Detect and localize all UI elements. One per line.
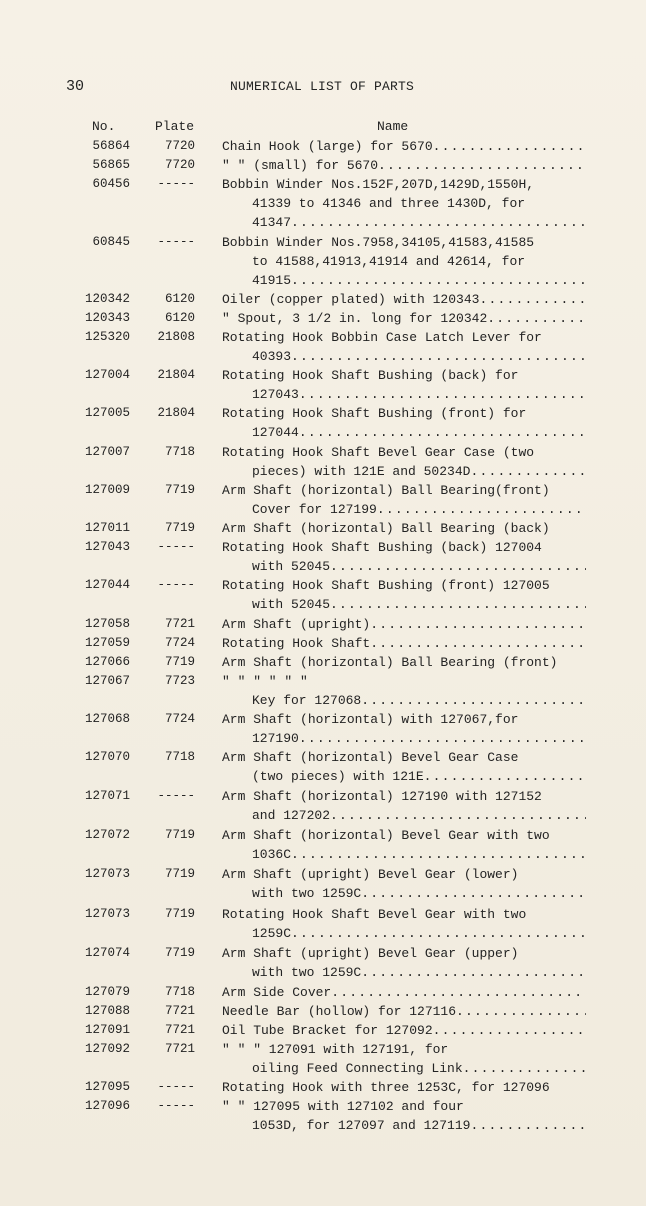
parts-list-row <box>0 309 646 328</box>
part-name-line <box>222 983 586 1002</box>
part-name-line <box>252 767 586 786</box>
part-name-line <box>252 963 586 982</box>
plate-number: 7719 <box>164 946 195 960</box>
parts-list-row <box>0 233 646 290</box>
part-name-line <box>252 691 586 710</box>
part-number: 127073 <box>84 907 130 921</box>
plate-number: ----- <box>157 578 195 592</box>
part-name-line <box>222 1078 586 1097</box>
part-name-line <box>252 500 586 519</box>
parts-list-row <box>0 576 646 614</box>
part-name-text: 41915 <box>252 273 292 288</box>
part-name-text: 1036C <box>252 847 292 862</box>
part-name-text: Rotating Hook Shaft Bevel Gear Case (two <box>222 445 535 460</box>
parts-list-row <box>0 1021 646 1040</box>
part-number: 127007 <box>84 445 130 459</box>
parts-list-row <box>0 983 646 1002</box>
part-name-text: Arm Shaft (upright) <box>222 617 371 632</box>
part-name-text: Bobbin Winder Nos.7958,34105,41583,41585 <box>222 235 535 250</box>
parts-list-row <box>0 748 646 786</box>
part-name-line <box>252 252 586 271</box>
part-number: 127067 <box>84 674 130 688</box>
column-header-name: Name <box>377 119 409 134</box>
part-name-text: Chain Hook (large) for 5670 <box>222 139 433 154</box>
part-name-line <box>252 423 586 442</box>
part-name-text: with 52045 <box>252 597 331 612</box>
part-name-text: 127190 <box>252 731 299 746</box>
plate-number: 7724 <box>164 636 195 650</box>
part-name-text: Key for 127068 <box>252 693 362 708</box>
plate-number: 7720 <box>164 158 195 172</box>
plate-number: 7719 <box>164 521 195 535</box>
parts-list-row <box>0 538 646 576</box>
part-name-text: 40393 <box>252 349 292 364</box>
parts-list-row <box>0 328 646 366</box>
part-name-text: Oil Tube Bracket for 127092 <box>222 1023 433 1038</box>
part-number: 127079 <box>84 985 130 999</box>
part-name-line <box>252 595 586 614</box>
plate-number: 7723 <box>164 674 195 688</box>
plate-number: 7721 <box>164 1042 195 1056</box>
part-number: 125320 <box>84 330 130 344</box>
part-number: 127059 <box>84 636 130 650</box>
part-name-text: Arm Shaft (horizontal) Ball Bearing(front) <box>222 483 550 498</box>
part-name-line <box>222 309 586 328</box>
parts-list-row <box>0 137 646 156</box>
part-number: 60456 <box>92 177 130 191</box>
plate-number: 7719 <box>164 655 195 669</box>
part-name-text: pieces) with 121E and 50234D <box>252 464 471 479</box>
part-name-text: " " " 127091 with 127191, for <box>222 1042 449 1057</box>
part-name-line <box>222 290 586 309</box>
parts-list-row <box>0 1040 646 1078</box>
part-name-line <box>252 271 586 290</box>
part-number: 127074 <box>84 946 130 960</box>
part-number: 60845 <box>92 235 130 249</box>
part-name-line <box>222 156 586 175</box>
part-name-line <box>222 175 586 194</box>
part-name-line <box>222 905 586 924</box>
part-name-line <box>222 944 586 963</box>
part-name-text: Arm Shaft (horizontal) Ball Bearing (front) <box>222 655 558 670</box>
part-name-line <box>222 826 586 845</box>
part-number: 127005 <box>84 406 130 420</box>
part-name-line <box>222 615 586 634</box>
part-number: 127044 <box>84 578 130 592</box>
parts-list-row <box>0 1002 646 1021</box>
part-name-line <box>222 233 586 252</box>
part-name-line <box>252 1059 586 1078</box>
parts-list-row <box>0 653 646 672</box>
part-name-text: Arm Shaft (horizontal) Ball Bearing (back) <box>222 521 550 536</box>
part-name-line <box>222 137 586 156</box>
part-number: 120342 <box>84 292 130 306</box>
part-name-text: Arm Shaft (horizontal) Bevel Gear Case <box>222 750 519 765</box>
part-name-text: (two pieces) with 121E <box>252 769 424 784</box>
part-name-text: Arm Shaft (upright) Bevel Gear (upper) <box>222 946 519 961</box>
parts-list-row <box>0 787 646 825</box>
part-name-line <box>252 385 586 404</box>
plate-number: 7718 <box>164 445 195 459</box>
part-name-text: Cover for 127199 <box>252 502 377 517</box>
plate-number: 7721 <box>164 617 195 631</box>
part-name-text: and 127202 <box>252 808 331 823</box>
part-name-line <box>252 213 586 232</box>
part-number: 120343 <box>84 311 130 325</box>
part-name-line <box>222 519 586 538</box>
part-name-line <box>222 634 586 653</box>
part-name-line <box>222 1021 586 1040</box>
part-name-text: " Spout, 3 1/2 in. long for 120342 <box>222 311 488 326</box>
parts-list-row <box>0 944 646 982</box>
part-name-text: 1259C <box>252 926 292 941</box>
part-name-text: 41339 to 41346 and three 1430D, for <box>252 196 526 211</box>
plate-number: 7721 <box>164 1023 195 1037</box>
part-number: 127058 <box>84 617 130 631</box>
part-name-text: Arm Side Cover <box>222 985 332 1000</box>
part-name-text: Needle Bar (hollow) for 127116 <box>222 1004 457 1019</box>
part-name-text: Arm Shaft (upright) Bevel Gear (lower) <box>222 867 519 882</box>
parts-list-row <box>0 672 646 710</box>
part-number: 127009 <box>84 483 130 497</box>
part-name-text: Rotating Hook Shaft Bushing (back) 127004 <box>222 540 542 555</box>
part-name-line <box>222 538 586 557</box>
plate-number: 7719 <box>164 828 195 842</box>
part-number: 127092 <box>84 1042 130 1056</box>
part-name-text: Arm Shaft (horizontal) 127190 with 127152 <box>222 789 542 804</box>
parts-list-row <box>0 1097 646 1135</box>
part-number: 56864 <box>92 139 130 153</box>
plate-number: 21804 <box>157 406 195 420</box>
parts-list-row <box>0 404 646 442</box>
part-number: 127066 <box>84 655 130 669</box>
part-name-line <box>252 462 586 481</box>
parts-list-row <box>0 710 646 748</box>
part-name-line <box>222 1097 586 1116</box>
part-name-text: oiling Feed Connecting Link <box>252 1061 463 1076</box>
plate-number: 6120 <box>164 311 195 325</box>
parts-list-row <box>0 443 646 481</box>
plate-number: 7719 <box>164 867 195 881</box>
parts-list-row <box>0 615 646 634</box>
part-name-text: 127043 <box>252 387 299 402</box>
plate-number: 7724 <box>164 712 195 726</box>
part-number: 127072 <box>84 828 130 842</box>
part-number: 127095 <box>84 1080 130 1094</box>
plate-number: ----- <box>157 1080 195 1094</box>
part-number: 127011 <box>84 521 130 535</box>
column-header-plate: Plate <box>155 119 195 134</box>
plate-number: ----- <box>157 540 195 554</box>
plate-number: 21808 <box>157 330 195 344</box>
part-name-line <box>252 845 586 864</box>
parts-list-row <box>0 366 646 404</box>
part-name-line <box>252 729 586 748</box>
part-name-line <box>222 1002 586 1021</box>
page-title: NUMERICAL LIST OF PARTS <box>230 79 415 94</box>
plate-number: ----- <box>157 177 195 191</box>
part-number: 127088 <box>84 1004 130 1018</box>
part-name-line <box>252 557 586 576</box>
part-name-text: with two 1259C <box>252 965 362 980</box>
part-name-line <box>252 806 586 825</box>
part-name-text: 41347 <box>252 215 292 230</box>
part-name-text: Arm Shaft (horizontal) Bevel Gear with two <box>222 828 550 843</box>
part-name-line <box>222 672 586 691</box>
part-name-text: " " 127095 with 127102 and four <box>222 1099 464 1114</box>
parts-list-row <box>0 290 646 309</box>
plate-number: 6120 <box>164 292 195 306</box>
part-number: 127071 <box>84 789 130 803</box>
part-name-text: Oiler (copper plated) with 120343 <box>222 292 480 307</box>
plate-number: 21804 <box>157 368 195 382</box>
part-name-text: with two 1259C <box>252 886 362 901</box>
part-name-text: Rotating Hook Shaft Bevel Gear with two <box>222 907 527 922</box>
plate-number: 7719 <box>164 483 195 497</box>
plate-number: ----- <box>157 1099 195 1113</box>
part-name-text: to 41588,41913,41914 and 42614, for <box>252 254 526 269</box>
part-name-text: Rotating Hook Shaft Bushing (front) for <box>222 406 527 421</box>
parts-list-row <box>0 634 646 653</box>
part-name-line <box>252 924 586 943</box>
column-header-no: No. <box>92 119 116 134</box>
part-name-line <box>222 748 586 767</box>
parts-list-row <box>0 175 646 232</box>
part-name-text: " " (small) for 5670 <box>222 158 379 173</box>
part-name-line <box>222 576 586 595</box>
part-name-text: Rotating Hook Bobbin Case Latch Lever for <box>222 330 542 345</box>
part-name-line <box>252 194 586 213</box>
plate-number: 7720 <box>164 139 195 153</box>
plate-number: ----- <box>157 235 195 249</box>
part-number: 127004 <box>84 368 130 382</box>
plate-number: 7719 <box>164 907 195 921</box>
part-name-line <box>222 710 586 729</box>
part-number: 127073 <box>84 867 130 881</box>
part-name-line <box>222 443 586 462</box>
part-name-line <box>222 404 586 423</box>
parts-list-row <box>0 905 646 943</box>
parts-list-row <box>0 1078 646 1097</box>
parts-list-row <box>0 156 646 175</box>
plate-number: 7718 <box>164 985 195 999</box>
part-name-line <box>222 1040 586 1059</box>
part-name-text: Rotating Hook with three 1253C, for 127096 <box>222 1080 550 1095</box>
part-name-text: Bobbin Winder Nos.152F,207D,1429D,1550H, <box>222 177 535 192</box>
part-number: 127043 <box>84 540 130 554</box>
parts-list-row <box>0 826 646 864</box>
part-name-line <box>222 481 586 500</box>
parts-list-row <box>0 865 646 903</box>
part-name-text: " " " " " " <box>222 674 308 689</box>
plate-number: 7721 <box>164 1004 195 1018</box>
page-number: 30 <box>66 78 85 95</box>
part-name-line <box>222 653 586 672</box>
part-name-line <box>222 787 586 806</box>
part-number: 127096 <box>84 1099 130 1113</box>
part-name-line <box>222 865 586 884</box>
plate-number: ----- <box>157 789 195 803</box>
part-number: 127091 <box>84 1023 130 1037</box>
part-name-line <box>252 884 586 903</box>
part-name-line <box>222 328 586 347</box>
part-name-text: with 52045 <box>252 559 331 574</box>
part-number: 56865 <box>92 158 130 172</box>
plate-number: 7718 <box>164 750 195 764</box>
part-name-text: Rotating Hook Shaft Bushing (front) 127005 <box>222 578 550 593</box>
part-name-text: 127044 <box>252 425 299 440</box>
part-name-text: Arm Shaft (horizontal) with 127067,for <box>222 712 519 727</box>
part-name-text: 1053D, for 127097 and 127119 <box>252 1118 471 1133</box>
part-name-line <box>222 366 586 385</box>
part-name-line <box>252 347 586 366</box>
part-name-line <box>252 1116 586 1135</box>
part-name-text: Rotating Hook Shaft Bushing (back) for <box>222 368 519 383</box>
part-number: 127068 <box>84 712 130 726</box>
parts-list-row <box>0 481 646 519</box>
part-name-text: Rotating Hook Shaft <box>222 636 371 651</box>
part-number: 127070 <box>84 750 130 764</box>
parts-list-row <box>0 519 646 538</box>
